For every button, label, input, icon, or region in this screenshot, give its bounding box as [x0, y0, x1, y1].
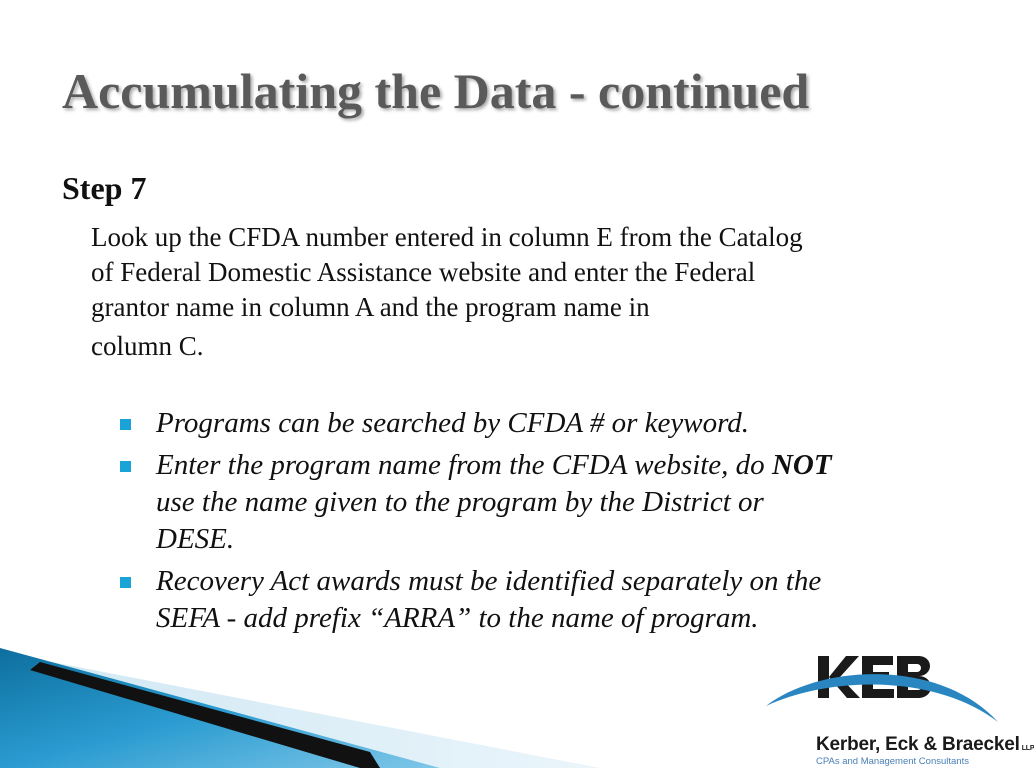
bullet-item-program-name: [120, 447, 980, 558]
corner-blue-wedge: [0, 648, 440, 768]
logo-arc: [766, 674, 998, 722]
keb-logo-mark: [760, 650, 1024, 734]
logo-tagline: CPAs and Management Consultants: [816, 756, 969, 767]
bullet-text: Recovery Act awards must be identified separately on the: [156, 565, 822, 597]
bullet-item-search: [120, 405, 980, 442]
step-description-line: of Federal Domestic Assistance website and enter the Federal: [91, 257, 756, 287]
step-description: [91, 220, 971, 364]
logo-company-text: Kerber, Eck & Braeckel: [816, 734, 1020, 755]
corner-light-band: [0, 652, 600, 768]
bullet-list: [120, 405, 980, 642]
square-bullet-icon: [120, 461, 131, 472]
slide-title: Accumulating the Data - continued: [62, 63, 810, 119]
bullet-text-line: [156, 447, 980, 484]
bullet-item-recovery-act: [120, 563, 980, 637]
bullet-text: SEFA - add prefix “ARRA” to the name of program.: [156, 602, 759, 634]
bullet-text: Enter the program name from the CFDA website, do: [156, 449, 772, 481]
bullet-text: Programs can be searched by CFDA # or keyword.: [156, 407, 750, 439]
keb-logo: [760, 650, 1034, 768]
logo-company-name: [816, 734, 1034, 756]
logo-llp: LLP: [1021, 745, 1034, 752]
square-bullet-icon: [120, 577, 131, 588]
bullet-emphasis: NOT: [771, 449, 832, 481]
step-description-line: column C.: [91, 331, 204, 361]
square-bullet-icon: [120, 419, 131, 430]
bullet-text: use the name given to the program by the District or: [156, 486, 764, 518]
corner-black-stripe: [30, 662, 380, 768]
step-label: Step 7: [62, 170, 147, 206]
step-description-line: grantor name in column A and the program name in: [91, 292, 650, 322]
step-description-line: Look up the CFDA number entered in column E from the Catalog: [91, 222, 803, 252]
bullet-text: DESE.: [156, 523, 235, 555]
